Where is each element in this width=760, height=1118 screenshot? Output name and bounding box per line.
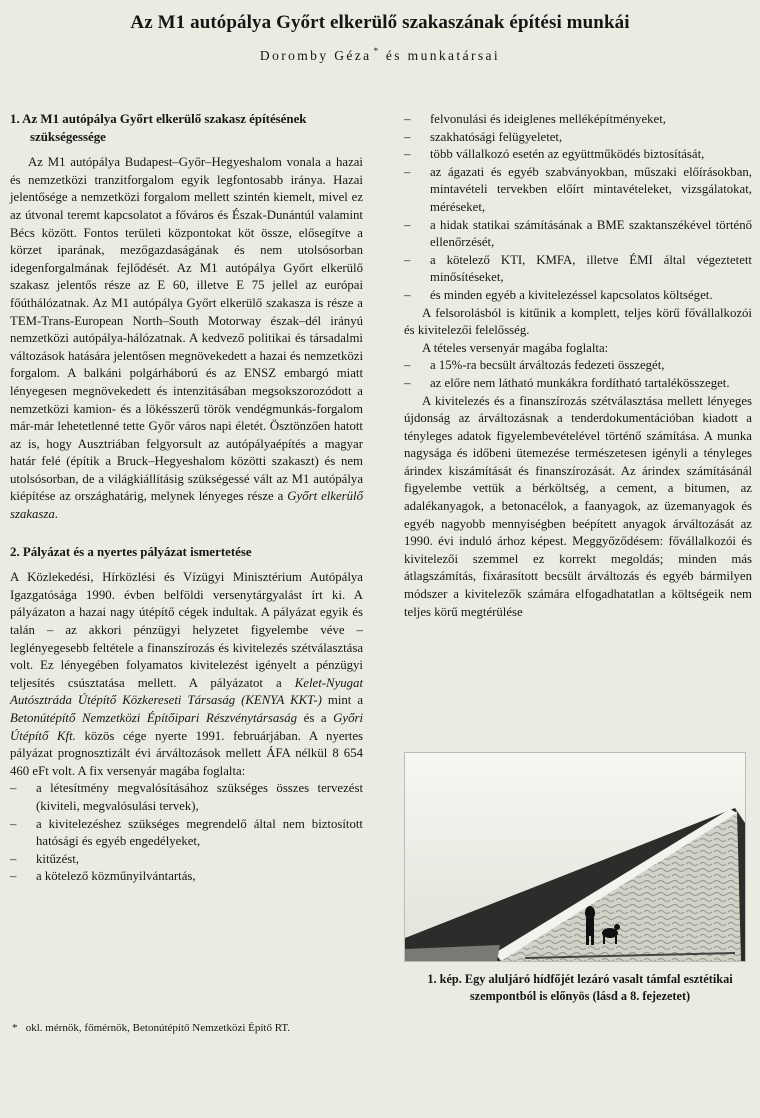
page-title: Az M1 autópálya Győrt elkerülő szakaszának építési munkái: [130, 12, 630, 33]
section-2-heading: 2. Pályázat és a nyertes pályázat ismertetése: [10, 544, 252, 559]
list-item: – az ágazati és egyéb szabványokban, műszaki előírásokban, mintavételi tervekben előírt mintavételeket, vizsgálatokat, méréseket,: [404, 164, 752, 214]
author-footnote-mark: *: [373, 46, 379, 56]
footnote-mark: *: [12, 1022, 18, 1034]
authors: [0, 46, 760, 64]
section-2-list: [10, 780, 363, 886]
list-item: – több vállalkozó esetén az együttműködés biztosítását,: [404, 147, 705, 162]
figure-caption: 1. kép. Egy aluljáró hídfőjét lezáró vasalt támfal esztétikai szempontból is előnyös (lásd a 8. fejezetet): [427, 972, 733, 1003]
retaining-wall-photo: [404, 752, 746, 962]
section-2-text-c: és a: [297, 711, 334, 725]
list-item: – és minden egyéb a kivitelezéssel kapcsolatos költséget.: [404, 287, 713, 302]
list-item: – a kötelező közműnyilvántartás,: [10, 869, 196, 884]
section-1-body: [10, 154, 363, 523]
list-item: – kitűzést,: [10, 851, 80, 866]
list-item: – a hidak statikai számításának a BME szaktanszékével történő ellenőrzését,: [404, 217, 752, 250]
list-item: – az előre nem látható munkákra fordítható tartalékösszeget.: [404, 375, 730, 390]
list-item: – a létesítmény megvalósításához szükséges összes tervezést (kiviteli, megvalósulási tervek),: [10, 781, 363, 813]
company-gyori: Győri Útépítő Kft.: [10, 711, 364, 743]
author-rest: és munkatársai: [385, 48, 501, 63]
paragraph: A kivitelezés és a finanszírozás szétválasztása mellett lényeges újdonság az árváltozásnak a tenderdokumentációban kiadott a tényleges adatok figyelembevételével történő számítása. A munka nagysága és időbeni ütemezése természetesen igényli a tényleges árindex kiszámítását és finanszírozását. Az árindex számításánál figyelembe vettük a bérköltség, a cement, a bitumen, az adalékanyagok, a betonacélok, a faanyagok, az üzemanyagok és egyéb nagyobb mennyiségben beépített anyagok árváltozását az 1990. évi induló árhoz képest. Meggyőződésem: fővállalkozói és kivitelezői szemmel ez korrekt megoldás; minden más átlagszámítás, fixárasított becsült árváltozás és egyéb bármilyen módszer a kivitelezők számára elfogadhatatlan a költségeik nem teljes körű megtérülése: [404, 393, 752, 619]
section-2-text-b: mint a: [321, 693, 364, 708]
paragraph: A tételes versenyár magába foglalta:: [422, 340, 609, 355]
list-item: – a kivitelezéshez szükséges megrendelő által nem biztosított hatósági és egyéb engedélyeket,: [10, 816, 363, 849]
section-1-text: Az M1 autópálya Budapest–Győr–Hegyeshalom vonala a hazai és nemzetközi tranzitforgalom egyik legfontosabb iránya. Hazai jelentősége a nemzetközi forgalom mellett szintén kiemelt, mivel ez az útvonal teremt kapcsolatot a főváros és Észak-Dunántúl valamint Bécs között. Fontos területi központokat köt össze, elősegítve a körzet iparának, mezőgazdaságának és nem utolsósorban idegenforgalmának fejlődését. Az M1 autópálya Győrt elkerülő szakasz jelentős része az E 60, illetve E 75 jellel az európai főúthálózatnak. Az M1 autópálya Győrt elkerülő szakasza is része a TEM-Trans-European North–South Motorway észak–dél irányú nemzetközi autópálya-hálózatnak. A kedvező politikai és társadalmi változások hatására jelentősen megnövekedett a hazai és nemzetközi forgalom. A balkáni polgárháború és az ENSZ embargó miatt lényegesen megnövekedett és intenzitásában megsokszorozódott a nemzetközi kamion- és a lökésszerű török vendégmunkás-forgalom már-már lehetetlenné tette Győr város napi életét. Ösztönzően hatott az is, hogy Ausztriában felgyorsult az autópályaépítés a magyar határ felé (építik a Bruck–Hegyeshalom közötti szakaszt) és nem utolsósorban, de a világkiállításig szükségessé vált az M1 autópálya kiépítése az országhatárig, melynek lényeges része a: [10, 155, 363, 504]
scope-list: [404, 111, 752, 305]
paragraph: A felsorolásból is kitűnik a komplett, teljes körű fővállalkozói és kivitelezői felelősség.: [404, 305, 752, 338]
company-kenya: Kelet-Nyugat Autósztráda Útépítő Közkereseti Társaság (KENYA KKT-): [10, 675, 363, 708]
author-name: Doromby Géza: [259, 48, 372, 63]
section-2-body: [10, 569, 363, 780]
photo-illustration: [405, 753, 745, 961]
section-1-emphasis: Győrt elkerülő szakasza: [10, 489, 363, 522]
left-column: [10, 111, 363, 886]
footnote-text: okl. mérnök, főmérnök, Betonútépítő Nemzetközi Építő RT.: [25, 1022, 291, 1034]
list-item: – felvonulási és ideiglenes melléképítményeket,: [404, 112, 666, 126]
right-column: [404, 111, 752, 621]
section-2-text-a: A Közlekedési, Hírközlési és Vízügyi Minisztérium Autópálya Igazgatósága 1990. évben belföldi versenytárgyalást írt ki. A pályázaton a hazai nagy útépítő cégek indultak. A pályázat egyik és talán – az akkori pénzügyi helyzetet figyelembe véve – leglényegesebb feltétele a finanszírozás és kivitelezés szétválasztása volt. Ez lényegében folyamatos kivitelezést igényelt a pénzügyi teljesítés csúsztatása mellett. A pályázatot a: [10, 570, 363, 690]
list-item: – szakhatósági felügyeletet,: [404, 129, 563, 144]
list-item: – a kötelező KTI, KMFA, illetve ÉMI által végeztetett minősítéseket,: [404, 252, 752, 285]
footnote: [12, 1021, 362, 1035]
section-2-text-d: közös cége nyerte 1991. februárjában. A nyertes pályázat prognosztizált évi árváltozások mellett ÁFA nélkül 8 654 460 eFt volt. A fix versenyár magába foglalta:: [10, 728, 363, 778]
section-1-heading: 1. Az M1 autópálya Győrt elkerülő szakasz építésének szükségessége: [10, 112, 307, 144]
company-betonutepito: Betonútépítő Nemzetközi Építőipari Részvénytársaság: [10, 711, 298, 725]
list-item: – a 15%-ra becsült árváltozás fedezeti összegét,: [404, 358, 665, 373]
section-1-end: .: [54, 507, 58, 522]
price-list: [404, 357, 752, 392]
